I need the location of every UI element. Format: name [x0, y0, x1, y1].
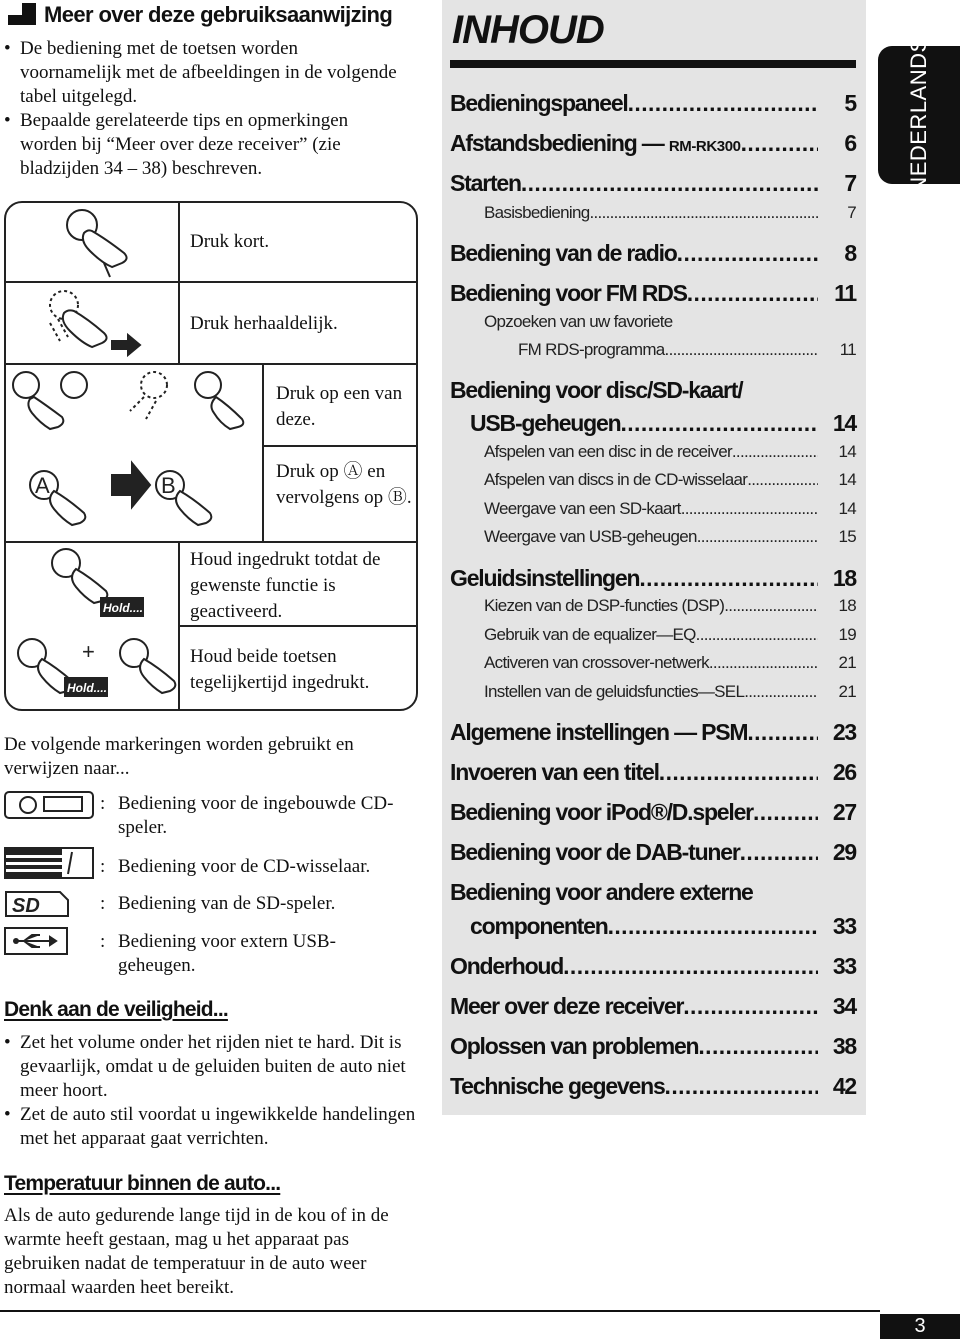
- toc-subentry[interactable]: Afspelen van discs in de CD-wisselaar ..... 14: [484, 470, 856, 490]
- toc-entry[interactable]: USB-geheugen ..... 14: [470, 410, 856, 437]
- footer-rule: [0, 1310, 880, 1312]
- language-tab: NEDERLANDS: [878, 46, 960, 184]
- toc-title-bar: [450, 60, 856, 68]
- toc-entry[interactable]: Bediening voor iPod®/D.speler ..... 27: [450, 799, 856, 826]
- label-b: B: [161, 473, 176, 498]
- toc-subentry[interactable]: Opzoeken van uw favoriete: [484, 312, 673, 331]
- toc-entry[interactable]: Starten ..... 7: [450, 170, 856, 197]
- cd-player-icon: [4, 790, 96, 820]
- marking-text: Bediening voor de CD-wisselaar.: [118, 856, 371, 877]
- toc-entry[interactable]: Bediening van de radio ..... 8: [450, 240, 856, 267]
- svg-text:SD: SD: [12, 895, 40, 917]
- marking-text: Bediening voor de ingebouwde CD-speler.: [118, 793, 394, 838]
- safety-bullet: • Zet het volume onder het rijden niet te hard. Dit is gevaarlijk, omdat u de geluiden buiten de auto niet meer hoort.: [2, 1031, 420, 1103]
- finger-either-press-icon: [13, 372, 243, 429]
- cd-changer-icon: [4, 846, 96, 880]
- usb-icon: [4, 926, 70, 956]
- toc-entry[interactable]: Oplossen van problemen ..... 38: [450, 1033, 856, 1060]
- intro-bullets: [2, 37, 402, 181]
- toc-entry[interactable]: Afstandsbediening — RM-RK300 ..... 6: [450, 130, 856, 157]
- toc-entry[interactable]: Geluidsinstellingen ..... 18: [450, 565, 856, 592]
- finger-repeat-press-icon: [50, 291, 107, 347]
- hold-label-2: Hold....: [67, 681, 107, 695]
- page-number: 3: [880, 1314, 960, 1339]
- press-repeat-text: Druk herhaaldelijk.: [190, 313, 338, 334]
- toc-subentry[interactable]: Gebruik van de equalizer—EQ ..... 19: [484, 625, 856, 645]
- safety-bullet: • Zet de auto stil voordat u ingewikkelde handelingen met het apparaat gaat verrichten.: [2, 1103, 420, 1151]
- toc-subentry[interactable]: Instellen van de geluidsfuncties—SEL ..... 21: [484, 682, 856, 702]
- toc-entry[interactable]: Bediening voor de DAB-tuner ..... 29: [450, 839, 856, 866]
- markings-intro: De volgende markeringen worden gebruikt en verwijzen naar...: [4, 734, 354, 779]
- temperature-heading: Temperatuur binnen de auto...: [4, 1172, 281, 1195]
- safety-bullets: [2, 1031, 420, 1151]
- toc-entry[interactable]: Onderhoud ..... 33: [450, 953, 856, 980]
- temperature-text: Als de auto gedurende lange tijd in de kou of in de warmte heeft gestaan, mag u het apparaat pas gebruiken nadat de temperatuur in de auto weer normaal waarden heet bereikt.: [4, 1205, 389, 1298]
- section-title: Meer over deze gebruiksaanwijzing: [8, 2, 392, 28]
- finger-short-press-icon: [67, 210, 127, 277]
- toc-entry[interactable]: Bedieningspaneel ..... 5: [450, 90, 856, 117]
- press-legend-table: [4, 201, 418, 711]
- table-of-contents: [442, 0, 866, 1115]
- plus-sign: +: [82, 639, 95, 664]
- toc-title: INHOUD: [452, 8, 604, 52]
- toc-entry[interactable]: componenten ..... 33: [470, 913, 856, 940]
- safety-heading: Denk aan de veiligheid...: [4, 998, 228, 1021]
- toc-entry[interactable]: Algemene instellingen — PSM ..... 23: [450, 719, 856, 746]
- press-short-text: Druk kort.: [190, 231, 270, 252]
- finger-press-illustrations: [4, 201, 418, 711]
- toc-subentry[interactable]: Afspelen van een disc in de receiver ..... 14: [484, 442, 856, 462]
- toc-entry[interactable]: Invoeren van een titel ..... 26: [450, 759, 856, 786]
- intro-bullet: • Bepaalde gerelateerde tips en opmerkingen worden bij “Meer over deze receiver” (zie bladzijden 34 – 38) beschreven.: [2, 109, 402, 181]
- finger-a-then-b-icon: [30, 463, 211, 525]
- toc-subentry[interactable]: Activeren van crossover-netwerk ..... 21: [484, 653, 856, 673]
- marking-text: Bediening voor extern USB-geheugen.: [118, 931, 336, 976]
- section-marker-icon: [8, 3, 36, 25]
- intro-bullet: • De bediening met de toetsen worden voornamelijk met de afbeeldingen in de volgende tabel uitgelegd.: [2, 37, 402, 109]
- label-a: A: [35, 473, 50, 498]
- toc-entry[interactable]: Bediening voor disc/SD-kaart/: [450, 377, 743, 403]
- toc-subentry[interactable]: Kiezen van de DSP-functies (DSP) ..... 18: [484, 596, 856, 616]
- press-one-text: Druk op een van deze.: [276, 383, 403, 430]
- toc-entry[interactable]: Technische gegevens ..... 42: [450, 1073, 856, 1100]
- toc-subentry[interactable]: FM RDS-programma ..... 11: [518, 340, 856, 360]
- hold-label-1: Hold....: [103, 601, 143, 615]
- toc-entry[interactable]: Bediening voor andere externe: [450, 879, 753, 905]
- toc-subentry[interactable]: Weergave van USB-geheugen ..... 15: [484, 527, 856, 547]
- sd-icon: [4, 888, 70, 918]
- toc-subentry[interactable]: Basisbediening ..... 7: [484, 203, 856, 223]
- hold-both-text: Houd beide toetsen tegelijkertijd ingedrukt.: [190, 646, 370, 693]
- press-a-then-b-text: Druk op Ⓐ en vervolgens op Ⓑ.: [276, 461, 412, 508]
- toc-entry[interactable]: Bediening voor FM RDS ..... 11: [450, 280, 856, 307]
- toc-subentry[interactable]: Weergave van een SD-kaart ..... 14: [484, 499, 856, 519]
- toc-entry[interactable]: Meer over deze receiver ..... 34: [450, 993, 856, 1020]
- hold-until-text: Houd ingedrukt totdat de gewenste functie is geactiveerd.: [190, 549, 381, 622]
- marking-text: Bediening van de SD-speler.: [118, 893, 336, 914]
